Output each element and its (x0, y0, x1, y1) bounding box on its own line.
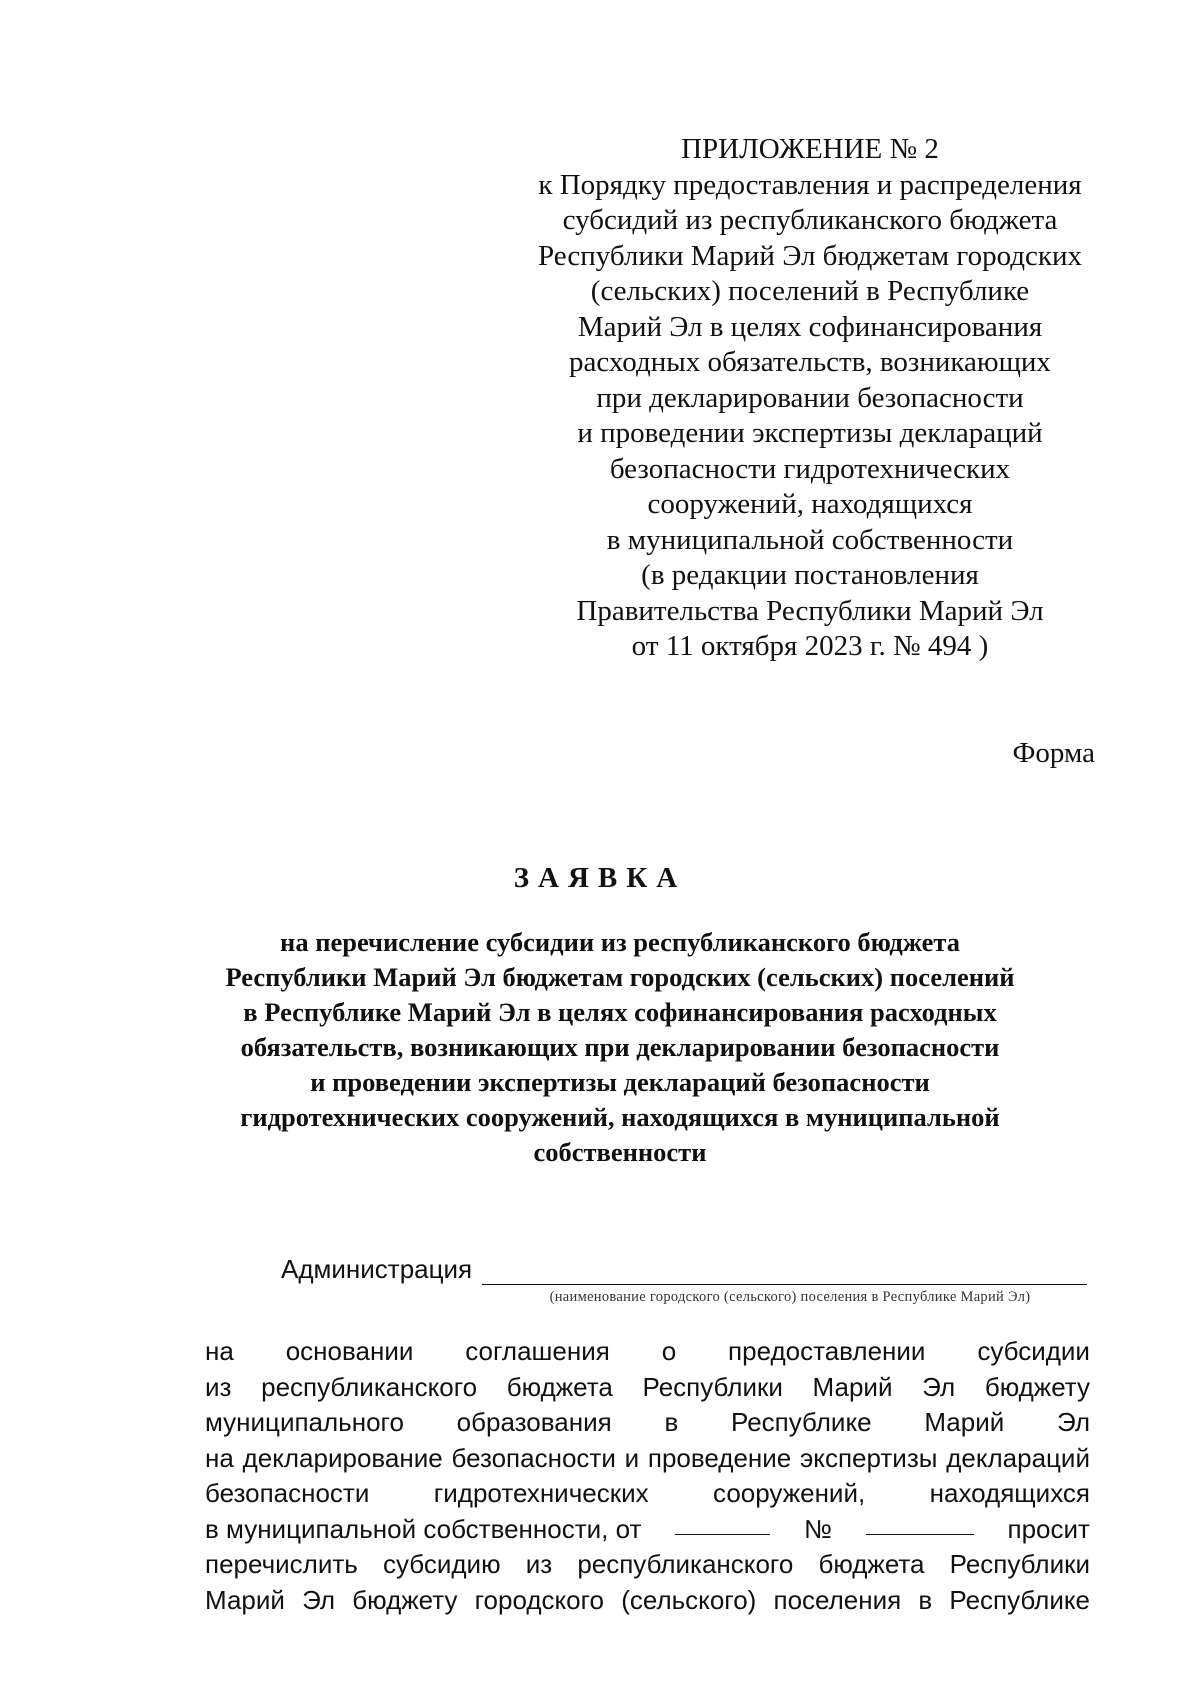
paragraph-word: гидротехнических (433, 1478, 649, 1508)
paragraph-word: из (205, 1371, 232, 1402)
administration-caption: (наименование городского (сельского) поселения в Республике Марий Эл) (549, 1289, 1031, 1305)
subtitle-line: на перечисление субсидии из республиканского бюджета (280, 927, 960, 957)
appendix-line: расходных обязательств, возникающих (569, 346, 1051, 378)
agreement-text: в муниципальной собственности, от (205, 1513, 642, 1544)
paragraph-word: Республики (949, 1549, 1090, 1579)
ref-day: 11 (665, 630, 694, 662)
appendix-line: при декларировании безопасности (596, 381, 1024, 414)
paragraph-line (205, 1370, 1090, 1406)
paragraph-word: находящихся (929, 1478, 1090, 1508)
appendix-line: безопасности гидротехнических (609, 452, 1011, 485)
paragraph-word: безопасности (451, 1442, 616, 1473)
subtitle-line: гидротехнических сооружений, находящихся в муниципальной (240, 1102, 1000, 1132)
paragraph-word: Республики (642, 1371, 783, 1402)
paragraph-word: республиканского (261, 1371, 478, 1402)
form-label: Форма (1012, 737, 1095, 769)
administration-name-field[interactable] (482, 1262, 1087, 1285)
paragraph-line (205, 1583, 1090, 1619)
paragraph-word: в (664, 1407, 679, 1437)
paragraph-word: в (918, 1584, 933, 1615)
paragraph-word: о (661, 1336, 677, 1366)
paragraph-line (205, 1476, 1090, 1512)
paragraph-word: (сельского) (621, 1584, 757, 1615)
paragraph-word: Марий (924, 1407, 1005, 1437)
administration-label: Администрация (281, 1254, 473, 1284)
administration-row (281, 1254, 1087, 1285)
appendix-line: (в редакции постановления (641, 559, 979, 591)
appendix-line: (сельских) поселений в Республике (590, 275, 1030, 307)
paragraph-word: перечислить (205, 1549, 358, 1579)
paragraph-word: Марий (812, 1371, 893, 1402)
request-verb: просит (1007, 1513, 1090, 1544)
appendix-line: ПРИЛОЖЕНИЕ № 2 (681, 133, 939, 165)
ref-close: ) (978, 630, 989, 662)
subtitle-line: и проведении экспертизы деклараций безопасности (310, 1067, 930, 1097)
ref-from: от (631, 630, 659, 662)
subtitle-line: собственности (533, 1137, 707, 1167)
paragraph-word: бюджета (506, 1371, 613, 1402)
agreement-date-field[interactable] (675, 1512, 770, 1535)
subtitle-line: в Республике Марий Эл в целях софинансирования расходных (243, 997, 997, 1027)
paragraph-word: республиканского (577, 1549, 794, 1579)
paragraph-word: Республике (949, 1584, 1090, 1615)
subtitle-line: обязательств, возникающих при декларировании безопасности (240, 1032, 1000, 1062)
paragraph-word: декларирование (242, 1442, 443, 1473)
appendix-line: Марий Эл в целях софинансирования (577, 310, 1043, 343)
appendix-line: сооружений, находящихся (647, 488, 973, 520)
paragraph-line (205, 1334, 1090, 1370)
subtitle-line: Республики Марий Эл бюджетам городских (сельских) поселений (225, 962, 1015, 992)
paragraph-word: образования (456, 1407, 612, 1437)
paragraph-word: безопасности (205, 1478, 370, 1508)
ref-date: октября 2023 г. № 494 (700, 630, 972, 662)
appendix-block (530, 132, 1090, 665)
agreement-number-field[interactable] (866, 1512, 974, 1535)
paragraph-word: проведение (647, 1442, 792, 1473)
paragraph-word: сооружений, (713, 1478, 866, 1508)
paragraph-word: городского (474, 1584, 605, 1615)
paragraph-word: из (525, 1549, 553, 1579)
paragraph-line (205, 1547, 1090, 1583)
paragraph-word: Эл (1057, 1407, 1090, 1437)
paragraph-word: на (205, 1336, 234, 1366)
paragraph-word: Эл (922, 1371, 956, 1402)
paragraph-line (205, 1441, 1090, 1477)
paragraph-word: Эл (302, 1584, 336, 1615)
paragraph-line (205, 1512, 1090, 1548)
document-title: ЗАЯВКА (513, 862, 687, 894)
appendix-line: Правительства Республики Марий Эл (576, 594, 1044, 627)
appendix-line: в муниципальной собственности (606, 523, 1014, 556)
paragraph-word: бюджету (352, 1584, 458, 1615)
paragraph-word: субсидии (977, 1336, 1090, 1366)
appendix-line: Республики Марий Эл бюджетам городских (538, 239, 1082, 272)
paragraph-word: поселения (773, 1584, 902, 1615)
paragraph-word: основании (285, 1336, 414, 1366)
request-paragraph (205, 1334, 1090, 1618)
appendix-line: субсидий из республиканского бюджета (562, 204, 1058, 236)
paragraph-word: соглашения (465, 1336, 610, 1366)
paragraph-word: Республике (731, 1407, 872, 1437)
paragraph-word: субсидию (382, 1549, 501, 1579)
paragraph-word: муниципального (205, 1407, 404, 1437)
paragraph-word: деклараций (946, 1442, 1090, 1473)
appendix-line: к Порядку предоставления и распределения (538, 168, 1082, 201)
paragraph-word: предоставлении (728, 1336, 926, 1366)
paragraph-word: и (624, 1442, 640, 1473)
paragraph-line (205, 1405, 1090, 1441)
resolution-reference (530, 629, 1090, 665)
paragraph-word: бюджету (984, 1371, 1090, 1402)
document-subtitle (170, 925, 1070, 1170)
paragraph-word: экспертизы (800, 1442, 938, 1473)
paragraph-word: бюджета (818, 1549, 925, 1579)
number-sign: № (804, 1513, 832, 1544)
paragraph-word: Марий (205, 1584, 285, 1615)
paragraph-word: на (205, 1442, 234, 1473)
appendix-line: и проведении экспертизы деклараций (577, 417, 1043, 449)
